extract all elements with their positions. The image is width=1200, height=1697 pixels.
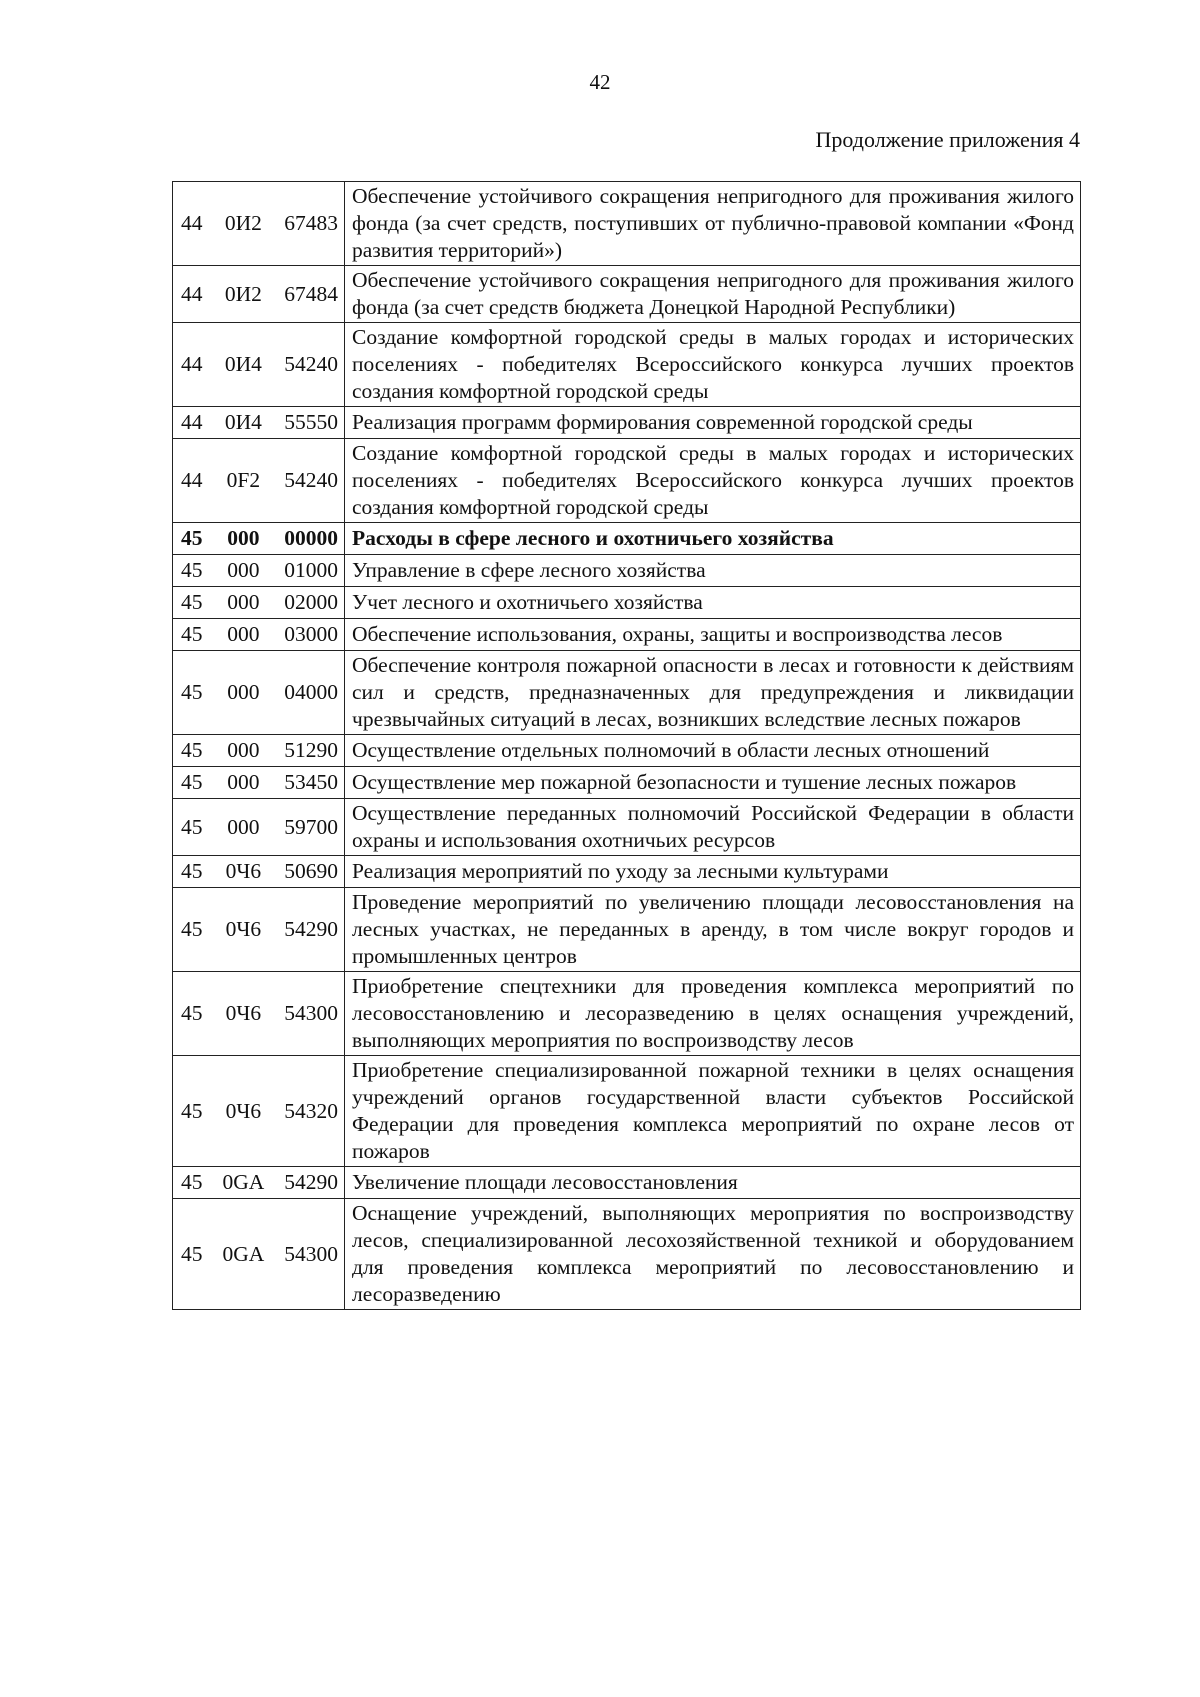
code-cell: 44 0И4 54240 (173, 323, 345, 407)
code-cell: 45 000 02000 (173, 587, 345, 619)
code-cell: 45 000 00000 (173, 523, 345, 555)
code-cell: 45 0Ч6 54300 (173, 972, 345, 1056)
code-cell: 45 0GA 54290 (173, 1167, 345, 1199)
code-cell: 44 0F2 54240 (173, 439, 345, 523)
table-row (173, 439, 1081, 523)
name-cell: Обеспечение контроля пожарной опасности в лесах и готовности к действиям сил и средств, предназначенных для предупреждения и ликвидации чрезвычайных ситуаций в лесах, возникших вследствие лесных пожаров (345, 651, 1081, 735)
name-cell: Обеспечение устойчивого сокращения непригодного для проживания жилого фонда (за счет средств, поступивших от публично-правовой компании «Фонд развития территорий») (345, 182, 1081, 266)
code-cell: 45 000 53450 (173, 767, 345, 799)
code-cell: 44 0И2 67484 (173, 266, 345, 323)
name-cell: Учет лесного и охотничьего хозяйства (345, 587, 1081, 619)
continuation-note: Продолжение приложения 4 (815, 127, 1080, 152)
table-row (173, 266, 1081, 323)
table-row (173, 799, 1081, 856)
code-cell: 44 0И2 67483 (173, 182, 345, 266)
code-cell: 45 000 01000 (173, 555, 345, 587)
name-cell: Создание комфортной городской среды в малых городах и исторических поселениях - победителях Всероссийского конкурса лучших проектов создания комфортной городской среды (345, 323, 1081, 407)
table-row (173, 735, 1081, 767)
table-row (173, 323, 1081, 407)
table-row (173, 407, 1081, 439)
code-cell: 44 0И4 55550 (173, 407, 345, 439)
code-cell: 45 0GA 54300 (173, 1199, 345, 1310)
table-row (173, 619, 1081, 651)
name-cell: Осуществление отдельных полномочий в области лесных отношений (345, 735, 1081, 767)
name-cell: Осуществление мер пожарной безопасности и тушение лесных пожаров (345, 767, 1081, 799)
name-cell: Расходы в сфере лесного и охотничьего хозяйства (345, 523, 1081, 555)
table-row (173, 555, 1081, 587)
code-cell: 45 000 59700 (173, 799, 345, 856)
name-cell: Обеспечение использования, охраны, защиты и воспроизводства лесов (345, 619, 1081, 651)
name-cell: Приобретение спецтехники для проведения комплекса мероприятий по лесовосстановлению и лесоразведению в целях оснащения учреждений, выполняющих мероприятия по воспроизводству лесов (345, 972, 1081, 1056)
code-cell: 45 000 04000 (173, 651, 345, 735)
name-cell: Оснащение учреждений, выполняющих мероприятия по воспроизводству лесов, специализированной лесохозяйственной техникой и оборудованием для проведения комплекса мероприятий по лесовосстановлению и лесоразведению (345, 1199, 1081, 1310)
name-cell: Приобретение специализированной пожарной техники в целях оснащения учреждений органов государственной власти субъектов Российской Федерации для проведения комплекса мероприятий по охране лесов от пожаров (345, 1056, 1081, 1167)
name-cell: Реализация программ формирования современной городской среды (345, 407, 1081, 439)
table-row (173, 972, 1081, 1056)
code-cell: 45 0Ч6 50690 (173, 856, 345, 888)
table-row (173, 856, 1081, 888)
table-row (173, 1167, 1081, 1199)
code-cell: 45 000 51290 (173, 735, 345, 767)
table-row (173, 182, 1081, 266)
section-header-row (173, 523, 1081, 555)
name-cell: Управление в сфере лесного хозяйства (345, 555, 1081, 587)
name-cell: Создание комфортной городской среды в малых городах и исторических поселениях - победителях Всероссийского конкурса лучших проектов создания комфортной городской среды (345, 439, 1081, 523)
code-cell: 45 0Ч6 54290 (173, 888, 345, 972)
table-row (173, 1199, 1081, 1310)
name-cell: Обеспечение устойчивого сокращения непригодного для проживания жилого фонда (за счет средств бюджета Донецкой Народной Республики) (345, 266, 1081, 323)
table-row (173, 888, 1081, 972)
table-row (173, 587, 1081, 619)
table-row (173, 1056, 1081, 1167)
budget-codes-table (172, 181, 1081, 1310)
code-cell: 45 0Ч6 54320 (173, 1056, 345, 1167)
name-cell: Увеличение площади лесовосстановления (345, 1167, 1081, 1199)
code-cell: 45 000 03000 (173, 619, 345, 651)
table-row (173, 767, 1081, 799)
page-number: 42 (589, 70, 611, 94)
name-cell: Осуществление переданных полномочий Российской Федерации в области охраны и использования охотничьих ресурсов (345, 799, 1081, 856)
name-cell: Реализация мероприятий по уходу за лесными культурами (345, 856, 1081, 888)
table-row (173, 651, 1081, 735)
name-cell: Проведение мероприятий по увеличению площади лесовосстановления на лесных участках, не переданных в аренду, в том числе вокруг городов и промышленных центров (345, 888, 1081, 972)
